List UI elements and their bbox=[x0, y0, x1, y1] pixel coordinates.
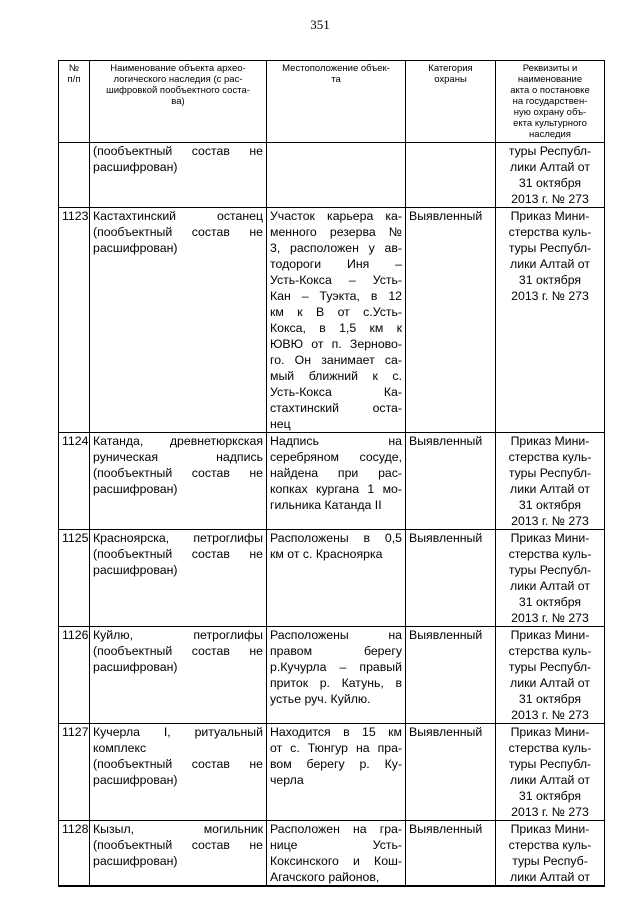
text-line: лики Алтай от bbox=[510, 257, 590, 271]
text-line: ва) bbox=[171, 96, 185, 107]
text-line: туры Республ- bbox=[508, 241, 592, 255]
table-row bbox=[59, 433, 605, 530]
text-line: 2013 г. № 273 bbox=[511, 611, 589, 625]
object-location bbox=[267, 886, 406, 887]
object-name bbox=[90, 886, 267, 887]
row-number: 1126 bbox=[59, 627, 90, 724]
text-line: Кучерла I, ритуальный bbox=[93, 725, 263, 739]
text-line: лики Алтай от bbox=[510, 482, 590, 496]
text-line: черла bbox=[270, 773, 304, 787]
text-line: мый ближний к с. bbox=[270, 369, 402, 383]
text-line: туры Республ- bbox=[508, 660, 592, 674]
text-line: лики Алтай от bbox=[510, 160, 590, 174]
text-line: Местоположение объек- bbox=[282, 63, 390, 74]
text-line: туры Республ- bbox=[508, 563, 592, 577]
text-line: тодороги Иня – bbox=[270, 257, 402, 271]
text-line: на государствен- bbox=[512, 96, 588, 107]
table-row bbox=[59, 724, 605, 821]
object-name bbox=[90, 143, 267, 208]
text-line: та bbox=[331, 74, 341, 85]
text-line: туры Республ- bbox=[508, 466, 592, 480]
act-details bbox=[496, 821, 605, 886]
text-line: Агачского районов, bbox=[270, 870, 380, 884]
table-row bbox=[59, 530, 605, 627]
text-line: Расположен на гра- bbox=[270, 822, 402, 836]
text-line: гильника Катанда II bbox=[270, 498, 382, 512]
table-row bbox=[59, 821, 605, 886]
text-line: Участок карьера ка- bbox=[270, 209, 402, 223]
text-line: Приказ Мини- bbox=[510, 434, 590, 448]
object-name bbox=[90, 821, 267, 886]
table-body bbox=[59, 143, 605, 887]
row-number: 1125 bbox=[59, 530, 90, 627]
object-name bbox=[90, 433, 267, 530]
protection-category: Выявленный bbox=[406, 433, 496, 530]
text-line: ЮВЮ от п. Зерново- bbox=[270, 337, 402, 351]
object-name bbox=[90, 627, 267, 724]
object-name bbox=[90, 724, 267, 821]
text-line: 31 октября bbox=[518, 176, 582, 190]
text-line: комплекс bbox=[93, 741, 147, 755]
text-line: Коксинского и Кош- bbox=[270, 854, 402, 868]
row-number: 1127 bbox=[59, 724, 90, 821]
text-line: вом берегу р. Ку- bbox=[270, 757, 402, 771]
text-line: руническая надпись bbox=[93, 450, 263, 464]
text-line: стерства куль- bbox=[508, 547, 592, 561]
text-line: акта о постановке bbox=[510, 85, 590, 96]
text-line: логического наследия (с рас- bbox=[113, 74, 243, 85]
text-line: Приказ Мини- bbox=[510, 822, 590, 836]
text-line: 2013 г. № 273 bbox=[511, 192, 589, 206]
text-line: (пообъектный состав не bbox=[93, 547, 263, 561]
page-number: 351 bbox=[310, 17, 330, 32]
protection-category: Выявленный bbox=[406, 821, 496, 886]
row-number bbox=[59, 143, 90, 208]
text-line: от с. Тюнгур на пра- bbox=[270, 741, 402, 755]
protection-category: Выявленный bbox=[406, 530, 496, 627]
text-line: расшифрован) bbox=[93, 482, 178, 496]
act-details bbox=[496, 433, 605, 530]
text-line: найдена при рас- bbox=[270, 466, 402, 480]
object-location bbox=[267, 530, 406, 627]
text-line: Красноярска, петроглифы bbox=[93, 531, 263, 545]
header-protection-category bbox=[406, 61, 496, 143]
text-line: Кан – Туэкта, в 12 bbox=[270, 289, 402, 303]
text-line: екта культурного bbox=[513, 118, 587, 129]
text-line: туры Респуб- bbox=[512, 854, 588, 868]
text-line: расшифрован) bbox=[93, 773, 178, 787]
object-name bbox=[90, 208, 267, 433]
text-line: расшифрован) bbox=[93, 563, 178, 577]
text-line: 31 октября bbox=[518, 498, 582, 512]
text-line: лики Алтай от bbox=[510, 579, 590, 593]
text-line: устье руч. Куйлю. bbox=[270, 692, 371, 706]
text-line: Находится в 15 км bbox=[270, 725, 402, 739]
text-line: 2013 г. № 273 bbox=[511, 289, 589, 303]
text-line: туры Республ- bbox=[508, 144, 592, 158]
text-line: менного резерва № bbox=[270, 225, 402, 239]
text-line: нец bbox=[270, 417, 291, 431]
text-line: туры Республ- bbox=[508, 757, 592, 771]
text-line: 31 октября bbox=[518, 692, 582, 706]
table-row bbox=[59, 143, 605, 208]
text-line: Приказ Мини- bbox=[510, 209, 590, 223]
header-object-name bbox=[90, 61, 267, 143]
text-line: (пообъектный состав не bbox=[93, 144, 263, 158]
text-line: (пообъектный состав не bbox=[93, 757, 263, 771]
object-location bbox=[267, 821, 406, 886]
text-line: стерства куль- bbox=[508, 838, 592, 852]
text-line: лики Алтай от bbox=[510, 676, 590, 690]
text-line: расшифрован) bbox=[93, 854, 178, 868]
text-line: Реквизиты и bbox=[522, 63, 578, 74]
table-row bbox=[59, 208, 605, 433]
text-line: правом берегу bbox=[270, 644, 402, 658]
act-details bbox=[496, 208, 605, 433]
protection-category bbox=[406, 143, 496, 208]
text-line: Приказ Мини- bbox=[510, 628, 590, 642]
text-line: расшифрован) bbox=[93, 660, 178, 674]
text-line: ную охрану объ- bbox=[513, 107, 587, 118]
text-line: расшифрован) bbox=[93, 160, 178, 174]
header-location bbox=[267, 61, 406, 143]
text-line: стахтинский оста- bbox=[270, 401, 402, 415]
header-number bbox=[59, 61, 90, 143]
text-line: 31 октября bbox=[518, 273, 582, 287]
text-line: (пообъектный состав не bbox=[93, 225, 263, 239]
text-line: Наименование объекта архео- bbox=[110, 63, 246, 74]
text-line: 3, расположен у ав- bbox=[270, 241, 402, 255]
object-location bbox=[267, 433, 406, 530]
object-location bbox=[267, 627, 406, 724]
row-number: 1123 bbox=[59, 208, 90, 433]
text-line: расшифрован) bbox=[93, 241, 178, 255]
text-line: наследия bbox=[529, 129, 571, 140]
row-number: 1128 bbox=[59, 821, 90, 886]
text-line: Катанда, древнетюркская bbox=[93, 434, 263, 448]
object-location bbox=[267, 208, 406, 433]
text-line: Приказ Мини- bbox=[510, 725, 590, 739]
text-line: лики Алтай от bbox=[510, 773, 590, 787]
text-line: наименование bbox=[517, 74, 583, 85]
object-location bbox=[267, 724, 406, 821]
protection-category: Выявленный bbox=[406, 208, 496, 433]
table-header-row bbox=[59, 61, 605, 143]
heritage-registry-table bbox=[58, 60, 605, 887]
table-row bbox=[59, 627, 605, 724]
text-line: стерства куль- bbox=[508, 644, 592, 658]
text-line: км от с. Красноярка bbox=[270, 547, 383, 561]
text-line: 2013 г. № 273 bbox=[511, 708, 589, 722]
text-line: стерства куль- bbox=[508, 450, 592, 464]
text-line: п/п bbox=[67, 74, 81, 85]
protection-category bbox=[406, 886, 496, 887]
text-line: Категория bbox=[428, 63, 473, 74]
protection-category: Выявленный bbox=[406, 724, 496, 821]
text-line: шифровкой пообъектного соста- bbox=[106, 85, 250, 96]
text-line: Надпись на bbox=[270, 434, 402, 448]
text-line: серебряном сосуде, bbox=[270, 450, 402, 464]
text-line: р.Кучурла – правый bbox=[270, 660, 402, 674]
text-line: № bbox=[68, 63, 80, 74]
text-line: нице Усть- bbox=[270, 838, 402, 852]
text-line: Усть-Кокса Ка- bbox=[270, 385, 402, 399]
text-line: (пообъектный состав не bbox=[93, 644, 263, 658]
text-line: Кастахтинский останец bbox=[93, 209, 263, 223]
text-line: стерства куль- bbox=[508, 225, 592, 239]
text-line: Кызыл, могильник bbox=[93, 822, 263, 836]
act-details bbox=[496, 886, 605, 887]
text-line: Расположены на bbox=[270, 628, 402, 642]
text-line: 31 октября bbox=[518, 789, 582, 803]
text-line: Усть-Кокса – Усть- bbox=[270, 273, 402, 287]
text-line: Кокса, в 1,5 км к bbox=[270, 321, 402, 335]
text-line: стерства куль- bbox=[508, 741, 592, 755]
text-line: охраны bbox=[434, 74, 467, 85]
table-row bbox=[59, 886, 605, 887]
text-line: лики Алтай от bbox=[510, 870, 590, 884]
act-details bbox=[496, 724, 605, 821]
text-line: (пообъектный состав не bbox=[93, 838, 263, 852]
row-number: 1124 bbox=[59, 433, 90, 530]
act-details bbox=[496, 530, 605, 627]
object-name bbox=[90, 530, 267, 627]
row-number bbox=[59, 886, 90, 887]
text-line: км к В от с.Усть- bbox=[270, 305, 402, 319]
text-line: 31 октября bbox=[518, 595, 582, 609]
text-line: Куйлю, петроглифы bbox=[93, 628, 263, 642]
text-line: приток р. Катунь, в bbox=[270, 676, 402, 690]
act-details bbox=[496, 143, 605, 208]
protection-category: Выявленный bbox=[406, 627, 496, 724]
text-line: (пообъектный состав не bbox=[93, 466, 263, 480]
text-line: 2013 г. № 273 bbox=[511, 805, 589, 819]
act-details bbox=[496, 627, 605, 724]
text-line: копках кургана 1 мо- bbox=[270, 482, 402, 496]
text-line: 2013 г. № 273 bbox=[511, 514, 589, 528]
text-line: Расположены в 0,5 bbox=[270, 531, 402, 545]
text-line: Приказ Мини- bbox=[510, 531, 590, 545]
object-location bbox=[267, 143, 406, 208]
header-act-details bbox=[496, 61, 605, 143]
text-line: го. Он занимает са- bbox=[270, 353, 402, 367]
